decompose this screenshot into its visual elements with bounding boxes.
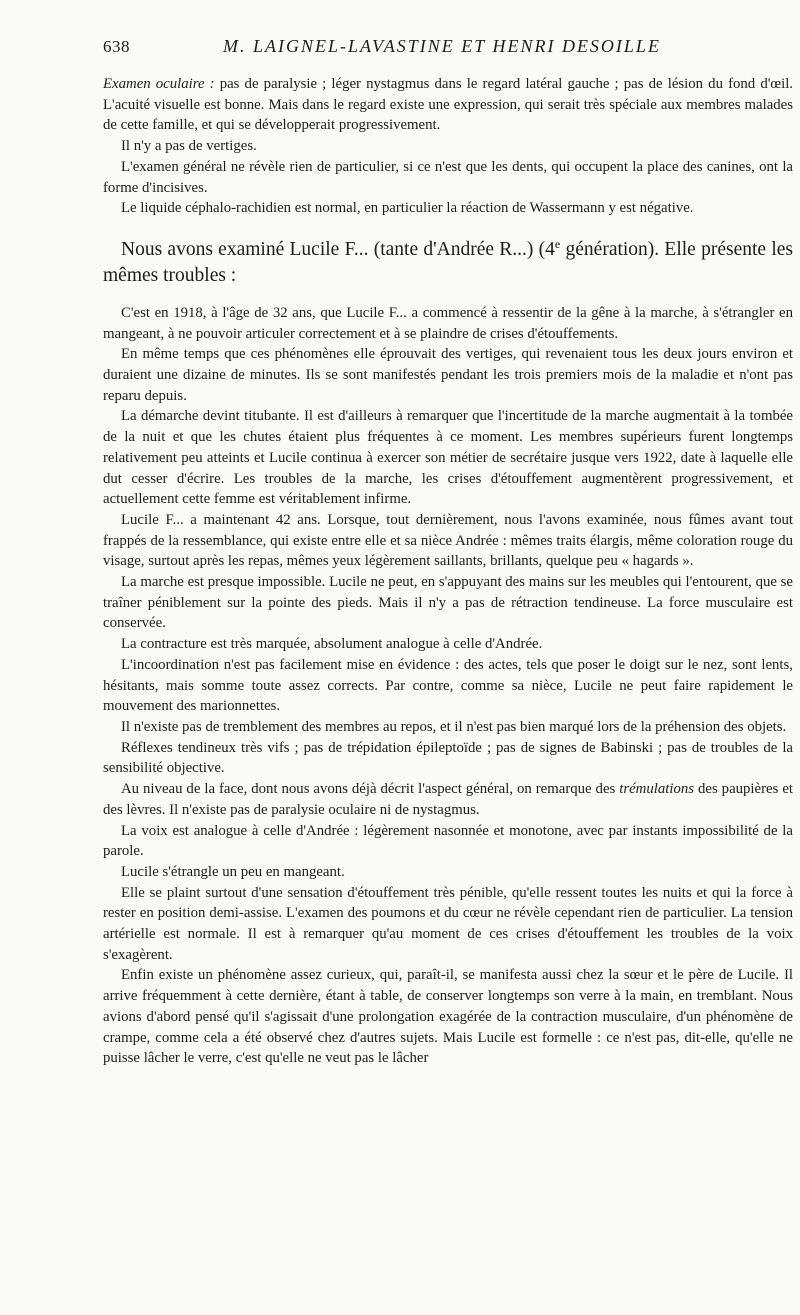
paragraph-curious-phenomenon: Enfin existe un phénomène assez curieux, qui, paraît-il, se manifesta aussi chez la sœur et le père de Lucile. Il arrive fréquemment à cette dernière, étant à table, de conserver longtemps son verre à la main, en tremblant. Nous avions d'abord pensé qu'il s'agissait d'une prolongation exagérée de la contraction musculaire, d'un phénomène de crampe, comme cela a été observé chez d'autres sujets. Mais Lucile est formelle : ce n'est pas, dit-elle, qu'elle ne puisse lâcher le verre, c'est qu'elle ne veut pas le lâcher (103, 967, 793, 1067)
paragraph-current-exam: Lucile F... a maintenant 42 ans. Lorsque, tout dernièrement, nous l'avons examinée, nous fûmes avant tout frappés de la ressemblance, qui existe entre elle et sa nièce Andrée : mêmes traits élargis, même coloration rouge du visage, surtout après les repas, mêmes yeux légèrement saillants, brillants, quelque peu « hagards ». (103, 511, 793, 570)
section-heading-superscript: e (554, 236, 561, 251)
section-heading-text: Nous avons examiné Lucile F... (tante d'Andrée R...) (4 (121, 238, 555, 260)
paragraph-vertigo: Il n'y a pas de vertiges. (121, 138, 257, 155)
eye-exam-lead: Examen oculaire : (103, 76, 215, 92)
face-text-italic: trémulations (619, 781, 695, 798)
face-text-b: des paupières et des lèvres. Il n'existe pas de paralysie oculaire ni de nystagmus. (103, 781, 793, 818)
page-number: 638 (103, 37, 130, 56)
eye-exam-text: pas de paralysie ; léger nystagmus dans le regard latéral gauche ; pas de lésion du fond d'œil. L'acuité visuelle est bonne. Mais dans le regard existe une expression, qui serait très spéciale aux membres malades de cette famille, et qui se développerait progressivement. (103, 76, 793, 134)
paragraph-swallowing: Lucile s'étrangle un peu en mangeant. (121, 863, 345, 880)
paragraph-reflexes: Réflexes tendineux très vifs ; pas de trépidation épileptoïde ; pas de signes de Babinski ; pas de troubles de la sensibilité objective. (103, 739, 793, 777)
paragraph-walking: La marche est presque impossible. Lucile ne peut, en s'appuyant des mains sur les meubles qui l'entourent, que se traîner péniblement sur la pointe des pieds. Mais il n'y a pas de rétraction tendineuse. La force musculaire est conservée. (103, 574, 793, 632)
paragraph-contracture: La contracture est très marquée, absolument analogue à celle d'Andrée. (121, 636, 543, 653)
running-head: M. LAIGNEL-LAVASTINE ET HENRI DESOILLE (223, 36, 661, 56)
paragraph-general-exam: L'examen général ne révèle rien de particulier, si ce n'est que les dents, qui occupent la place des canines, ont la forme d'incisives. (103, 158, 793, 196)
paragraph-vertigo-history: En même temps que ces phénomènes elle éprouvait des vertiges, qui revenaient tous les deux jours environ et duraient une dizaine de minutes. Ils se sont manifestés pendant les trois premiers mois de la maladie et n'ont pas reparu depuis. (103, 346, 793, 404)
section-heading-rest: génération). Elle présente les mêmes troubles : (103, 238, 793, 286)
paragraph-face (103, 779, 793, 820)
paragraph-eye-exam (103, 74, 793, 136)
paragraph-tremor: Il n'existe pas de tremblement des membres au repos, et il n'est pas bien marqué lors de la préhension des objets. (121, 718, 787, 735)
face-text-a: Au niveau de la face, dont nous avons déjà décrit l'aspect général, on remarque des (121, 781, 620, 798)
paragraph-suffocation: Elle se plaint surtout d'une sensation d'étouffement très pénible, qu'elle ressent toutes les nuits et qui la force à rester en position demi-assise. L'examen des poumons et du cœur ne révèle cependant rien de particulier. La tension artérielle est normale. Il est à remarquer qu'au moment de ces crises d'étouffement les troubles de la voix s'exagèrent. (103, 884, 793, 963)
paragraph-csf: Le liquide céphalo-rachidien est normal, en particulier la réaction de Wassermann y est négative. (121, 200, 694, 217)
body-text (103, 74, 793, 1069)
paragraph-onset: C'est en 1918, à l'âge de 32 ans, que Lucile F... a commencé à ressentir de la gêne à la marche, à s'étrangler en mangeant, à ne pouvoir articuler correctement et à se plaindre de crises d'étouffements. (103, 304, 793, 342)
page-header (103, 36, 760, 74)
paragraph-gait: La démarche devint titubante. Il est d'ailleurs à remarquer que l'incertitude de la marche augmentait à la tombée de la nuit et que les chutes étaient plus fréquentes à ce moment. Les membres supérieurs furent longtemps relativement peu atteints et Lucile continua à exercer son métier de secrétaire jusque vers 1922, date à laquelle elle dut cesser d'écrire. Les troubles de la marche, les crises d'étouffement augmentèrent progressivement, et actuellement cette femme est véritablement infirme. (103, 408, 793, 508)
paragraph-voice: La voix est analogue à celle d'Andrée : légèrement nasonnée et monotone, avec par instants impossibilité de la parole. (103, 822, 793, 860)
section-heading (103, 231, 793, 289)
paragraph-incoordination: L'incoordination n'est pas facilement mise en évidence : des actes, tels que poser le doigt sur le nez, sont lents, hésitants, mais somme toute assez corrects. Par contre, comme sa nièce, Lucile ne peut faire rapidement le mouvement des marionnettes. (103, 656, 793, 715)
